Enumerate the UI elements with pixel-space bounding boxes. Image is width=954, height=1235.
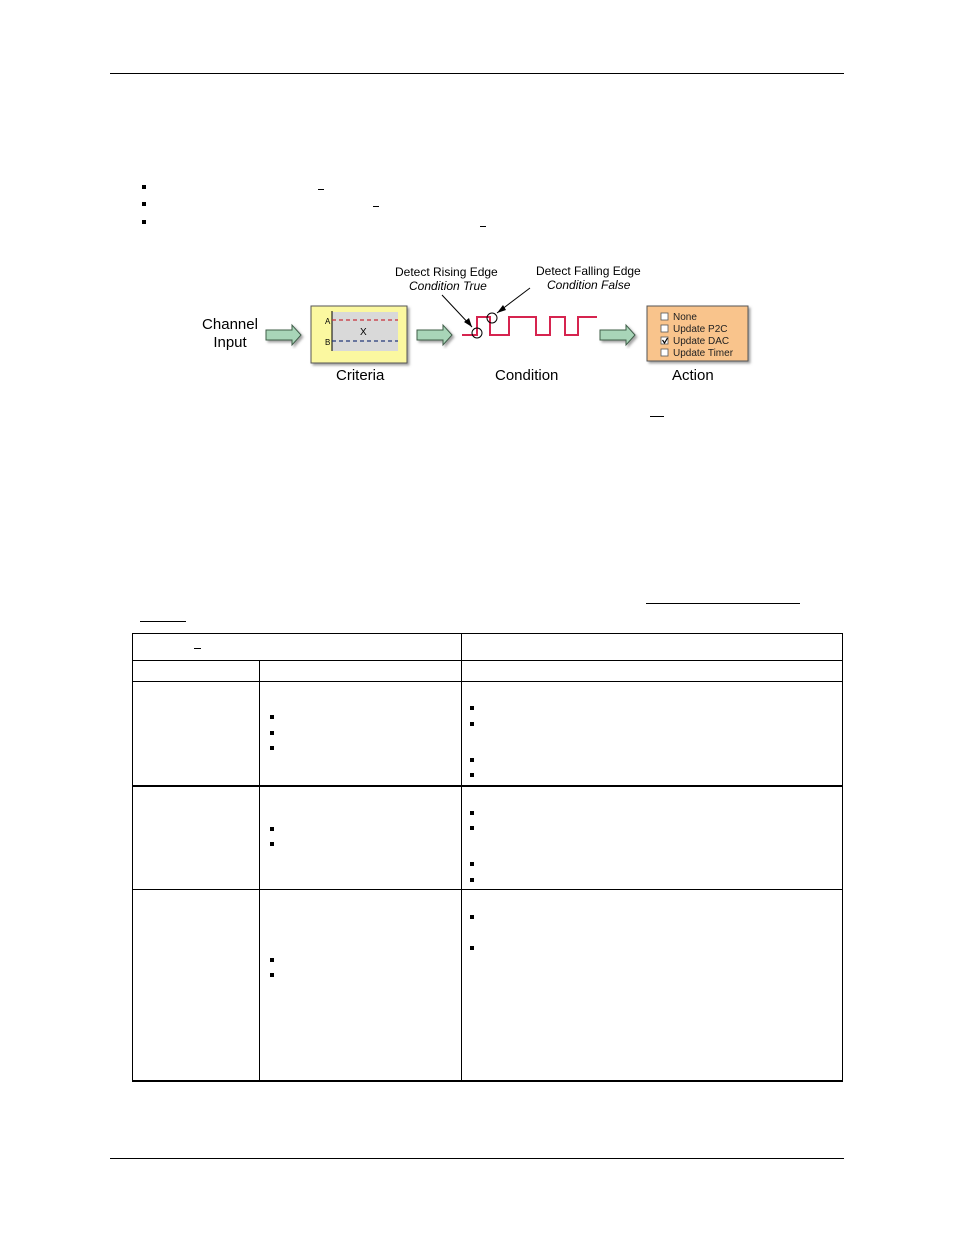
cell-bullet <box>470 811 474 815</box>
table-border-left <box>132 633 133 1081</box>
cell-bullet <box>270 715 274 719</box>
criteria-label-b: B <box>325 338 331 347</box>
table-row-divider <box>132 660 843 661</box>
cell-bullet <box>270 973 274 977</box>
table-row-divider <box>132 889 843 890</box>
cell-bullet <box>270 731 274 735</box>
cell-bullet <box>270 842 274 846</box>
rising-edge-title: Detect Rising Edge <box>395 265 498 279</box>
cell-bullet <box>470 706 474 710</box>
action-caption: Action <box>672 367 714 384</box>
cell-bullet <box>470 773 474 777</box>
cell-bullet <box>270 746 274 750</box>
condition-caption: Condition <box>495 367 559 384</box>
underscore-mark <box>194 648 201 649</box>
cell-bullet <box>470 946 474 950</box>
criteria-caption: Criteria <box>336 367 385 384</box>
falling-edge-subtitle: Condition False <box>547 278 631 292</box>
table-border-right <box>842 633 843 1081</box>
cell-bullet <box>470 826 474 830</box>
cell-bullet <box>470 878 474 882</box>
cell-bullet <box>470 758 474 762</box>
table-col-divider <box>259 660 260 1081</box>
criteria-label-a: A <box>325 317 331 326</box>
table-col-divider <box>461 633 462 1081</box>
falling-edge-title: Detect Falling Edge <box>536 264 641 278</box>
rising-edge-subtitle: Condition True <box>409 279 487 293</box>
table-border-top <box>132 633 843 634</box>
action-option-label: Update P2C <box>673 324 728 335</box>
action-option-label: None <box>673 312 697 323</box>
cell-bullet <box>470 862 474 866</box>
cell-bullet <box>470 722 474 726</box>
channel-input-label: Channel Input <box>202 316 258 351</box>
cell-bullet <box>270 958 274 962</box>
action-option-label: Update DAC <box>673 336 730 347</box>
criteria-label-x: X <box>360 327 367 338</box>
table-border-bottom <box>132 1080 843 1082</box>
table-row-divider <box>132 785 843 787</box>
cell-bullet <box>470 915 474 919</box>
table-row-divider <box>132 681 843 682</box>
action-option-label: Update Timer <box>673 348 734 359</box>
cell-bullet <box>270 827 274 831</box>
